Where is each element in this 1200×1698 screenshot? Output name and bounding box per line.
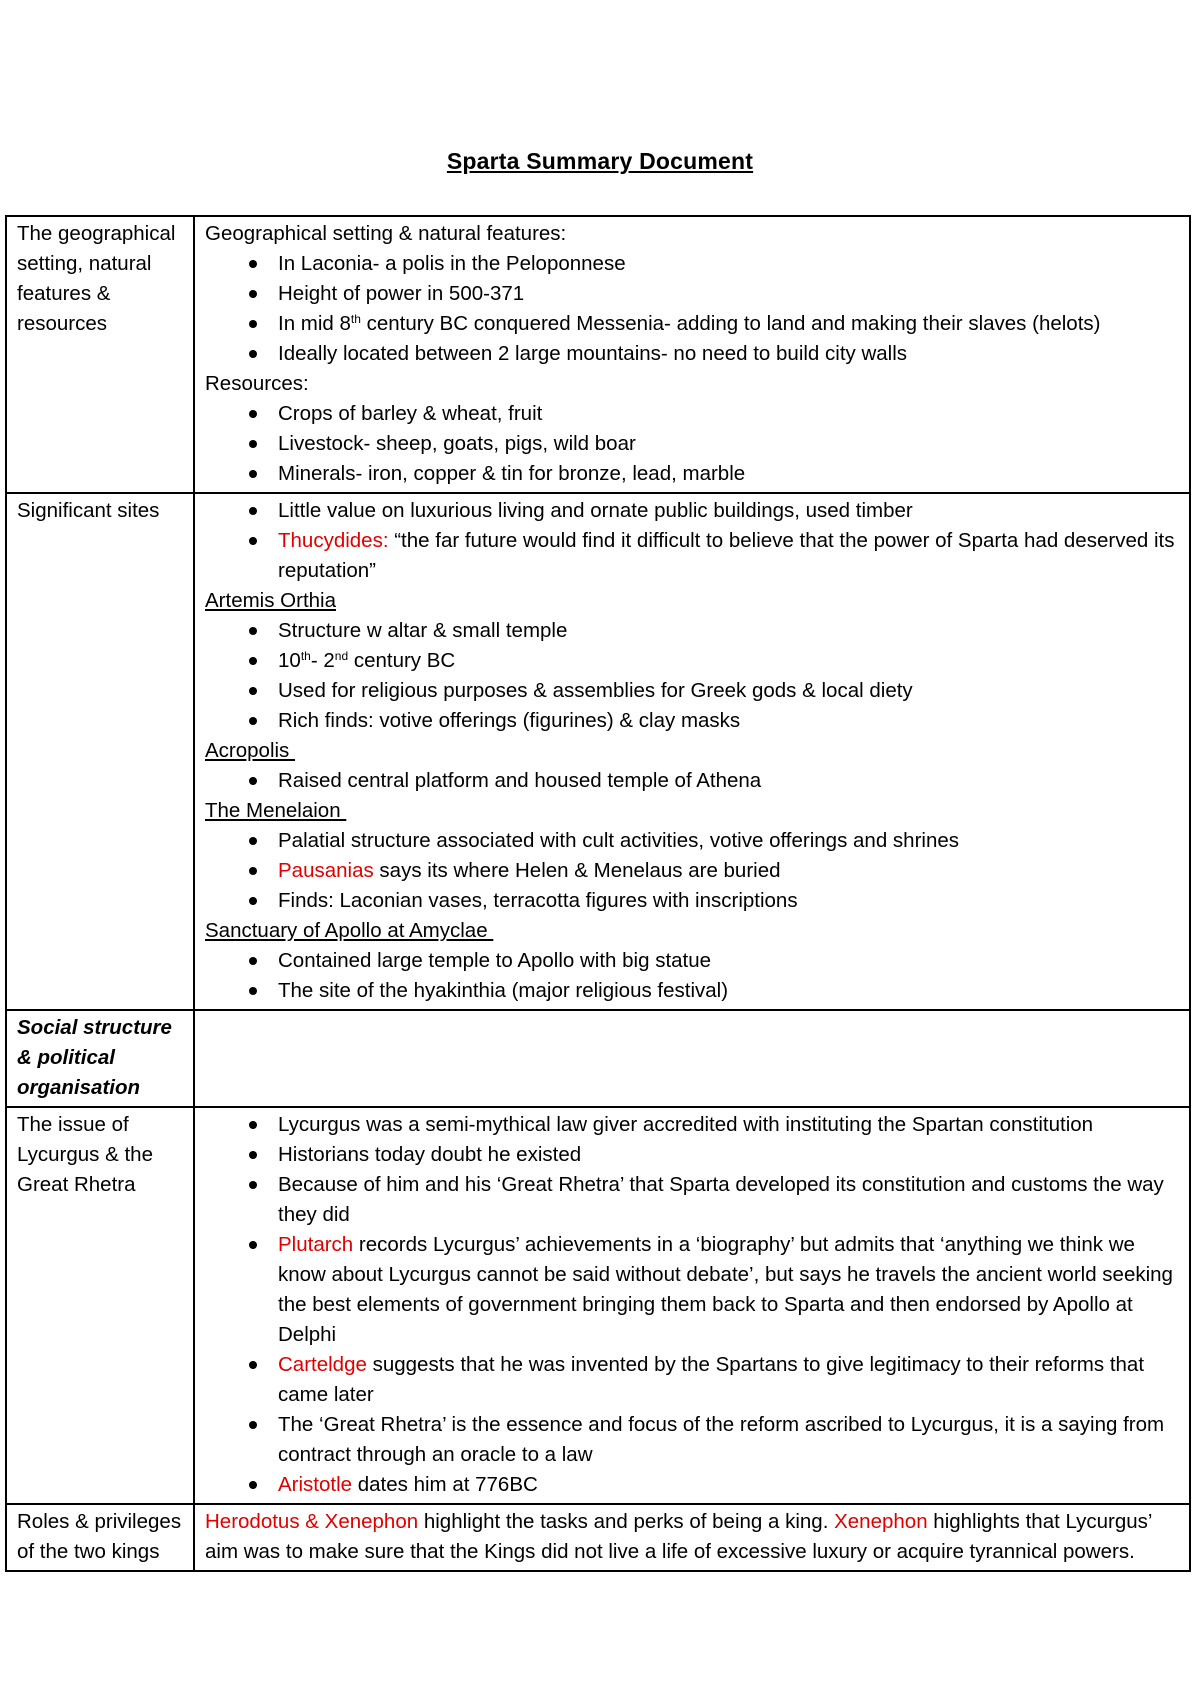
topic-cell: Significant sites: [6, 493, 194, 1010]
source-name: Aristotle: [278, 1473, 353, 1496]
section-heading: Resources:: [205, 372, 309, 395]
list-item: Used for religious purposes & assemblies for Greek gods & local diety: [205, 676, 1181, 706]
bullet-list: [205, 946, 1181, 1006]
bullet-list: [205, 496, 1181, 586]
list-item: Pausanias says its where Helen & Menelaus are buried: [205, 856, 1181, 886]
list-item: 10th- 2nd century BC: [205, 646, 1181, 676]
content-cell: [194, 493, 1190, 1010]
list-item: Finds: Laconian vases, terracotta figures with inscriptions: [205, 886, 1181, 916]
table-row: [6, 216, 1190, 493]
list-item: Crops of barley & wheat, fruit: [205, 399, 1181, 429]
list-item: The ‘Great Rhetra’ is the essence and focus of the reform ascribed to Lycurgus, it is a saying from contract through an oracle to a law: [205, 1410, 1181, 1470]
bullet-list: [205, 826, 1181, 916]
table-row: [6, 1504, 1190, 1571]
list-item: Structure w altar & small temple: [205, 616, 1181, 646]
list-item: Lycurgus was a semi-mythical law giver accredited with instituting the Spartan constitution: [205, 1110, 1181, 1140]
list-item: The site of the hyakinthia (major religious festival): [205, 976, 1181, 1006]
table-row: [6, 1010, 1190, 1107]
list-item: In mid 8th century BC conquered Messenia- adding to land and making their slaves (helots): [205, 309, 1181, 339]
table-row: [6, 1107, 1190, 1504]
topic-cell: The issue of Lycurgus & the Great Rhetra: [6, 1107, 194, 1504]
content-cell: [194, 216, 1190, 493]
source-name: Plutarch: [278, 1233, 354, 1256]
list-item: Raised central platform and housed temple of Athena: [205, 766, 1181, 796]
section-heading: Geographical setting & natural features:: [205, 222, 567, 245]
list-item: Height of power in 500-371: [205, 279, 1181, 309]
summary-table: [5, 215, 1191, 1572]
content-cell: Herodotus & Xenephon highlight the tasks and perks of being a king. Xenephon highlights that Lycurgus’ aim was to make sure that the Kings did not live a life of excessive luxury or acquire tyrannical powers.: [194, 1504, 1190, 1571]
page-title: Sparta Summary Document: [446, 148, 754, 174]
site-heading: Artemis Orthia: [205, 589, 336, 612]
topic-cell: Social structure & political organisation: [6, 1010, 194, 1107]
list-item: Contained large temple to Apollo with big statue: [205, 946, 1181, 976]
source-name: Pausanias: [278, 859, 374, 882]
site-heading: Acropolis: [205, 739, 296, 762]
bullet-list: [205, 766, 1181, 796]
list-item: Palatial structure associated with cult activities, votive offerings and shrines: [205, 826, 1181, 856]
list-item: Carteldge suggests that he was invented by the Spartans to give legitimacy to their reforms that came later: [205, 1350, 1181, 1410]
list-item: Thucydides: “the far future would find it difficult to believe that the power of Sparta had deserved its reputation”: [205, 526, 1181, 586]
list-item: In Laconia- a polis in the Peloponnese: [205, 249, 1181, 279]
site-heading: Sanctuary of Apollo at Amyclae: [205, 919, 494, 942]
content-cell: [194, 1107, 1190, 1504]
list-item: Ideally located between 2 large mountains- no need to build city walls: [205, 339, 1181, 369]
list-item: Minerals- iron, copper & tin for bronze, lead, marble: [205, 459, 1181, 489]
table-row: [6, 493, 1190, 1010]
topic-cell: Roles & privileges of the two kings: [6, 1504, 194, 1571]
source-name: Xenephon: [834, 1510, 928, 1533]
bullet-list: [205, 616, 1181, 736]
site-heading: The Menelaion: [205, 799, 347, 822]
content-cell: [194, 1010, 1190, 1107]
topic-cell: The geographical setting, natural features & resources: [6, 216, 194, 493]
bullet-list: [205, 1110, 1181, 1500]
list-item: Rich finds: votive offerings (figurines) & clay masks: [205, 706, 1181, 736]
bullet-list: [205, 399, 1181, 489]
list-item: Aristotle dates him at 776BC: [205, 1470, 1181, 1500]
list-item: Little value on luxurious living and ornate public buildings, used timber: [205, 496, 1181, 526]
list-item: Historians today doubt he existed: [205, 1140, 1181, 1170]
list-item: Plutarch records Lycurgus’ achievements in a ‘biography’ but admits that ‘anything we think we know about Lycurgus cannot be said without debate’, but says he travels the ancient world seeking the best elements of government bringing them back to Sparta and then endorsed by Apollo at Delphi: [205, 1230, 1181, 1350]
source-name: Herodotus & Xenephon: [205, 1510, 419, 1533]
source-name: Thucydides:: [278, 529, 389, 552]
source-name: Carteldge: [278, 1353, 367, 1376]
bullet-list: [205, 249, 1181, 369]
list-item: Livestock- sheep, goats, pigs, wild boar: [205, 429, 1181, 459]
list-item: Because of him and his ‘Great Rhetra’ that Sparta developed its constitution and customs the way they did: [205, 1170, 1181, 1230]
